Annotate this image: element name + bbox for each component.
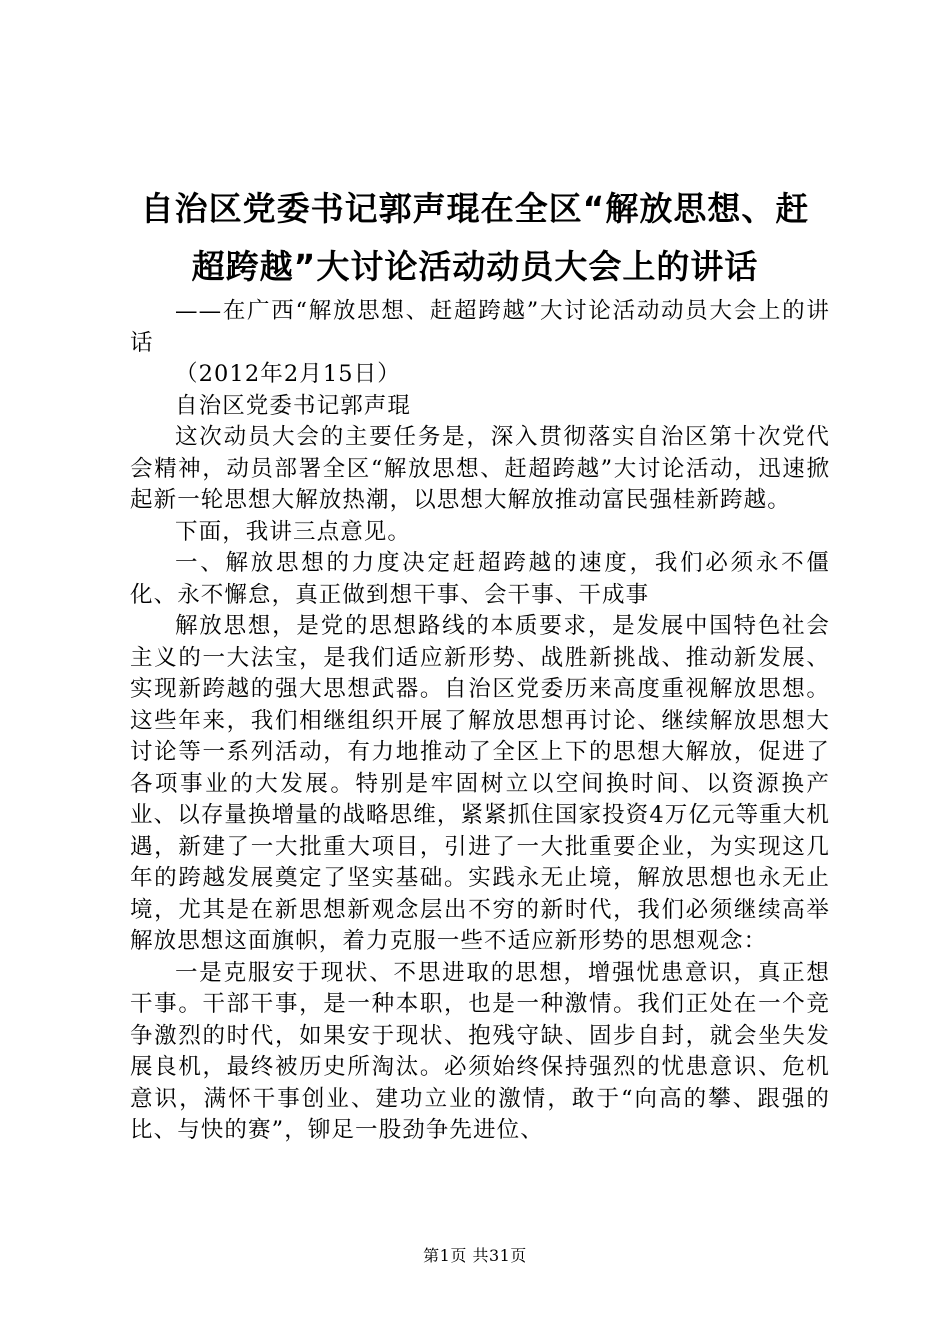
paragraph-body-1: 解放思想，是党的思想路线的本质要求，是发展中国特色社会主义的一大法宝，是我们适应新形势、战胜新挑战、推动新发展、实现新跨越的强大思想武器。自治区党委历来高度重视解放思想。这些年来，我们相继组织开展了解放思想再讨论、继续解放思想大讨论等一系列活动，有力地推动了全区上下的思想大解放，促进了各项事业的大发展。特别是牢固树立以空间换时间、以资源换产业、以存量换增量的战略思维，紧紧抓住国家投资4万亿元等重大机遇，新建了一大批重大项目，引进了一大批重要企业，为实现这几年的跨越发展奠定了坚实基础。实践永无止境，解放思想也永无止境，尤其是在新思想新观念层出不穷的新时代，我们必须继续高举解放思想这面旗帜，着力克服一些不适应新形势的思想观念： bbox=[130, 613, 830, 954]
page-footer: 第1页 共31页 bbox=[423, 1246, 527, 1265]
paragraph-intro: 这次动员大会的主要任务是，深入贯彻落实自治区第十次党代会精神，动员部署全区“解放思想、赶超跨越”大讨论活动，迅速掀起新一轮思想大解放热潮，以思想大解放推动富民强桂新跨越。 bbox=[130, 424, 830, 513]
paragraph-outline: 下面，我讲三点意见。 bbox=[175, 518, 412, 545]
speaker-line: 自治区党委书记郭声琨 bbox=[175, 392, 412, 419]
paragraph-body-2: 一是克服安于现状、不思进取的思想，增强忧患意识，真正想干事。干部干事，是一种本职，也是一种激情。我们正处在一个竞争激烈的时代，如果安于现状、抱残守缺、固步自封，就会坐失发展良机，最终被历史所淘汰。必须始终保持强烈的忧患意识、危机意识，满怀干事创业、建功立业的激情，敢于“向高的攀、跟强的比、与快的赛”，铆足一股劲争先进位、 bbox=[130, 959, 830, 1143]
title-line-2: 超跨越”大讨论活动动员大会上的讲话 bbox=[191, 247, 759, 286]
title-line-1: 自治区党委书记郭声琨在全区“解放思想、赶 bbox=[140, 189, 810, 228]
document-body bbox=[130, 296, 830, 1147]
document-title bbox=[110, 180, 840, 296]
date-line: （2012年2月15日） bbox=[175, 361, 401, 387]
subtitle: ——在广西“解放思想、赶超跨越”大讨论活动动员大会上的讲话 bbox=[130, 298, 830, 356]
section-heading-1: 一、解放思想的力度决定赶超跨越的速度，我们必须永不僵化、永不懈怠，真正做到想干事、会干事、干成事 bbox=[130, 550, 830, 608]
